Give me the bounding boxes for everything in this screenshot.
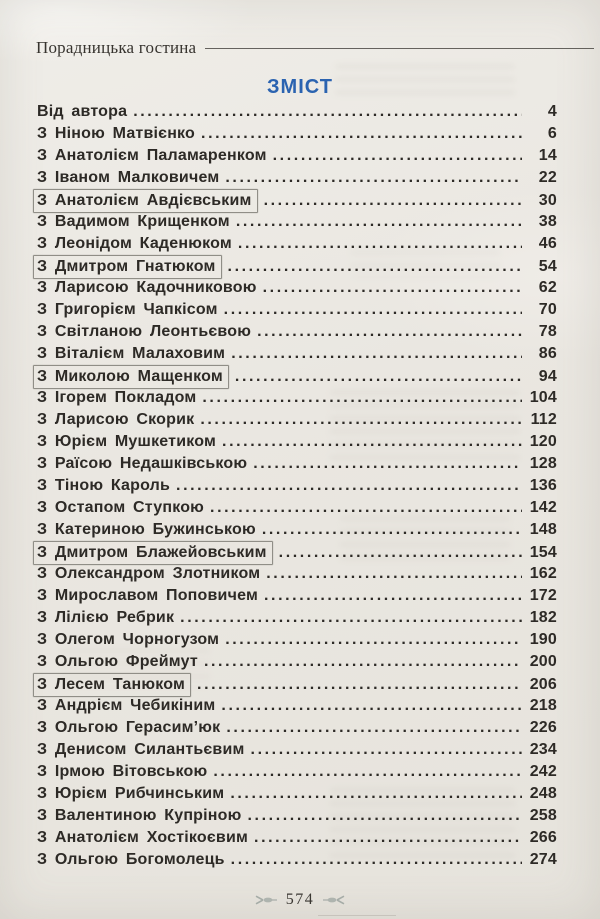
- toc-entry-row: [37, 409, 557, 431]
- toc-entry-page-number: 4: [547, 103, 557, 120]
- dot-leader: [200, 409, 522, 431]
- toc-entry-row: [37, 651, 557, 673]
- scan-artifact-line: [318, 915, 396, 916]
- toc-entry-page-number: 22: [538, 169, 557, 186]
- toc-entry-row: [37, 783, 557, 805]
- toc-entry-row: [37, 849, 557, 871]
- toc-entry-label: З Юрієм Рибчинським: [37, 785, 225, 802]
- toc-entry-label: З Ларисою Скорик: [37, 411, 195, 428]
- toc-entry-row: [37, 145, 557, 167]
- dot-leader: [222, 431, 522, 453]
- toc-entry-row: [37, 321, 557, 343]
- toc-entry-page-number: 234: [529, 741, 557, 758]
- dot-leader: [248, 805, 522, 827]
- dot-leader: [226, 717, 522, 739]
- toc-entry-row: [37, 299, 557, 321]
- toc-entry-page-number: 136: [529, 477, 557, 494]
- footer-ornament-left-icon: [247, 894, 277, 906]
- dot-leader: [264, 585, 522, 607]
- dot-leader: [213, 761, 522, 783]
- dot-leader: [257, 321, 522, 343]
- toc-entry-label: З Остапом Ступкою: [37, 499, 205, 516]
- toc-entry-label: З Ірмою Вітовською: [37, 763, 208, 780]
- footer-ornament-right-icon: [323, 894, 353, 906]
- toc-entry-label: З Дмитром Гнатюком: [33, 255, 222, 279]
- toc-entry-row: [37, 255, 557, 277]
- toc-entry-row: [37, 189, 557, 211]
- toc-entry-page-number: 142: [529, 499, 557, 516]
- toc-entry-row: [37, 343, 557, 365]
- toc-entry-page-number: 172: [529, 587, 557, 604]
- dot-leader: [264, 190, 522, 212]
- toc-entry-label: З Денисом Силантьєвим: [37, 741, 245, 758]
- toc-entry-label: З Олегом Чорногузом: [37, 631, 220, 648]
- page-title: ЗМІСТ: [267, 76, 333, 98]
- toc-entry-row: [37, 519, 557, 541]
- toc-entry-label: З Ольгою Фреймут: [37, 653, 198, 670]
- toc-entry-page-number: 6: [547, 125, 557, 142]
- header-rule: [205, 48, 594, 49]
- toc-entry-page-number: 104: [529, 389, 557, 406]
- toc-entry-page-number: 78: [538, 323, 557, 340]
- dot-leader: [235, 366, 522, 388]
- toc-entry-row: [37, 739, 557, 761]
- toc-entry-page-number: 182: [529, 609, 557, 626]
- toc-entry-page-number: 206: [529, 676, 557, 693]
- toc-entry-label: З Ольгою Богомолець: [37, 851, 225, 868]
- toc-entry-page-number: 200: [529, 653, 557, 670]
- toc-entry-page-number: 38: [538, 213, 557, 230]
- toc-entry-label: З Анатолієм Хостікоєвим: [37, 829, 249, 846]
- toc-entry-page-number: 86: [538, 345, 557, 362]
- dot-leader: [180, 607, 522, 629]
- toc-entry-page-number: 274: [529, 851, 557, 868]
- toc-entry-row: [37, 167, 557, 189]
- dot-leader: [228, 256, 522, 278]
- dot-leader: [201, 123, 522, 145]
- toc-entry-page-number: 148: [529, 521, 557, 538]
- toc-entry-row: [37, 805, 557, 827]
- dot-leader: [279, 542, 522, 564]
- toc-entry-label: З Ларисою Кадочниковою: [37, 279, 257, 296]
- toc-entry-row: [37, 629, 557, 651]
- toc-entry-page-number: 258: [529, 807, 557, 824]
- toc-entry-label: З Вадимом Крищенком: [37, 213, 230, 230]
- toc-entry-page-number: 30: [538, 192, 557, 209]
- toc-entry-row: [37, 695, 557, 717]
- toc-entry-page-number: 266: [529, 829, 557, 846]
- toc-entry-page-number: 112: [530, 411, 557, 428]
- toc-entry-row: [37, 233, 557, 255]
- toc-entry-label: Від автора: [37, 103, 128, 120]
- toc-entry-page-number: 226: [529, 719, 557, 736]
- toc-entry-page-number: 190: [529, 631, 557, 648]
- toc-entry-page-number: 248: [529, 785, 557, 802]
- toc-entry-label: З Ніною Матвієнко: [37, 125, 196, 142]
- toc-entry-label: З Світланою Леонтьєвою: [37, 323, 252, 340]
- dot-leader: [251, 739, 522, 761]
- dot-leader: [197, 674, 522, 696]
- toc-entry-label: З Катериною Бужинською: [37, 521, 256, 538]
- toc-entry-label: З Олександром Злотником: [37, 565, 261, 582]
- toc-entry-label: З Анатолієм Авдієвським: [33, 189, 258, 213]
- dot-leader: [231, 343, 522, 365]
- toc-entry-row: [37, 761, 557, 783]
- toc-entry-page-number: 46: [538, 235, 557, 252]
- page-header: [36, 38, 594, 58]
- toc-entry-label: З Лесем Танюком: [33, 673, 191, 697]
- toc-entry-label: З Віталієм Малаховим: [37, 345, 226, 362]
- toc-entry-row: [37, 827, 557, 849]
- toc-entry-row: [37, 717, 557, 739]
- toc-entry-page-number: 94: [538, 368, 557, 385]
- dot-leader: [236, 211, 522, 233]
- toc-entry-label: З Іваном Малковичем: [37, 169, 220, 186]
- toc-entry-row: [37, 541, 557, 563]
- toc-entry-page-number: 120: [529, 433, 557, 450]
- toc-entry-row: [37, 101, 557, 123]
- toc-entry-row: [37, 453, 557, 475]
- toc-entry-label: З Миколою Мащенком: [33, 365, 229, 389]
- toc-entry-label: З Андрієм Чебикіним: [37, 697, 216, 714]
- dot-leader: [202, 387, 522, 409]
- toc-entry-row: [37, 673, 557, 695]
- page-footer: [0, 891, 600, 909]
- dot-leader: [225, 167, 522, 189]
- dot-leader: [238, 233, 522, 255]
- toc-entry-page-number: 242: [529, 763, 557, 780]
- running-title: Порадницька гостина: [36, 38, 197, 57]
- toc-entry-row: [37, 563, 557, 585]
- toc-entry-row: [37, 497, 557, 519]
- dot-leader: [204, 651, 522, 673]
- toc-entry-label: З Тіною Кароль: [37, 477, 171, 494]
- dot-leader: [176, 475, 522, 497]
- table-of-contents: [37, 101, 557, 871]
- toc-entry-row: [37, 387, 557, 409]
- toc-entry-label: З Валентиною Купріною: [37, 807, 242, 824]
- dot-leader: [273, 145, 522, 167]
- dot-leader: [254, 827, 522, 849]
- toc-entry-row: [37, 365, 557, 387]
- footer-page-number: 574: [285, 891, 315, 908]
- toc-entry-page-number: 14: [538, 147, 557, 164]
- toc-entry-page-number: 62: [538, 279, 557, 296]
- toc-entry-row: [37, 475, 557, 497]
- toc-entry-page-number: 128: [529, 455, 557, 472]
- toc-entry-page-number: 218: [529, 697, 557, 714]
- dot-leader: [230, 783, 522, 805]
- toc-entry-row: [37, 431, 557, 453]
- dot-leader: [224, 299, 522, 321]
- dot-leader: [266, 563, 522, 585]
- toc-entry-row: [37, 607, 557, 629]
- toc-entry-label: З Анатолієм Паламаренком: [37, 147, 267, 164]
- toc-entry-row: [37, 585, 557, 607]
- toc-entry-row: [37, 277, 557, 299]
- toc-entry-page-number: 154: [529, 544, 557, 561]
- toc-entry-row: [37, 211, 557, 233]
- dot-leader: [221, 695, 522, 717]
- toc-entry-label: З Мирославом Поповичем: [37, 587, 258, 604]
- dot-leader: [210, 497, 522, 519]
- toc-entry-label: З Дмитром Блажейовським: [33, 541, 273, 565]
- toc-entry-label: З Григорієм Чапкісом: [37, 301, 218, 318]
- toc-entry-label: З Юрієм Мушкетиком: [37, 433, 217, 450]
- dot-leader: [133, 101, 522, 123]
- dot-leader: [231, 849, 522, 871]
- toc-entry-label: З Ольгою Герасим’юк: [37, 719, 221, 736]
- toc-entry-page-number: 70: [538, 301, 557, 318]
- toc-entry-row: [37, 123, 557, 145]
- toc-entry-label: З Ігорем Покладом: [37, 389, 197, 406]
- toc-entry-label: З Лілією Ребрик: [37, 609, 175, 626]
- toc-entry-label: З Леонідом Каденюком: [37, 235, 232, 252]
- toc-entry-label: З Раїсою Недашківською: [37, 455, 248, 472]
- toc-entry-page-number: 162: [529, 565, 557, 582]
- dot-leader: [253, 453, 522, 475]
- toc-entry-page-number: 54: [538, 258, 557, 275]
- dot-leader: [263, 277, 522, 299]
- dot-leader: [225, 629, 522, 651]
- dot-leader: [262, 519, 522, 541]
